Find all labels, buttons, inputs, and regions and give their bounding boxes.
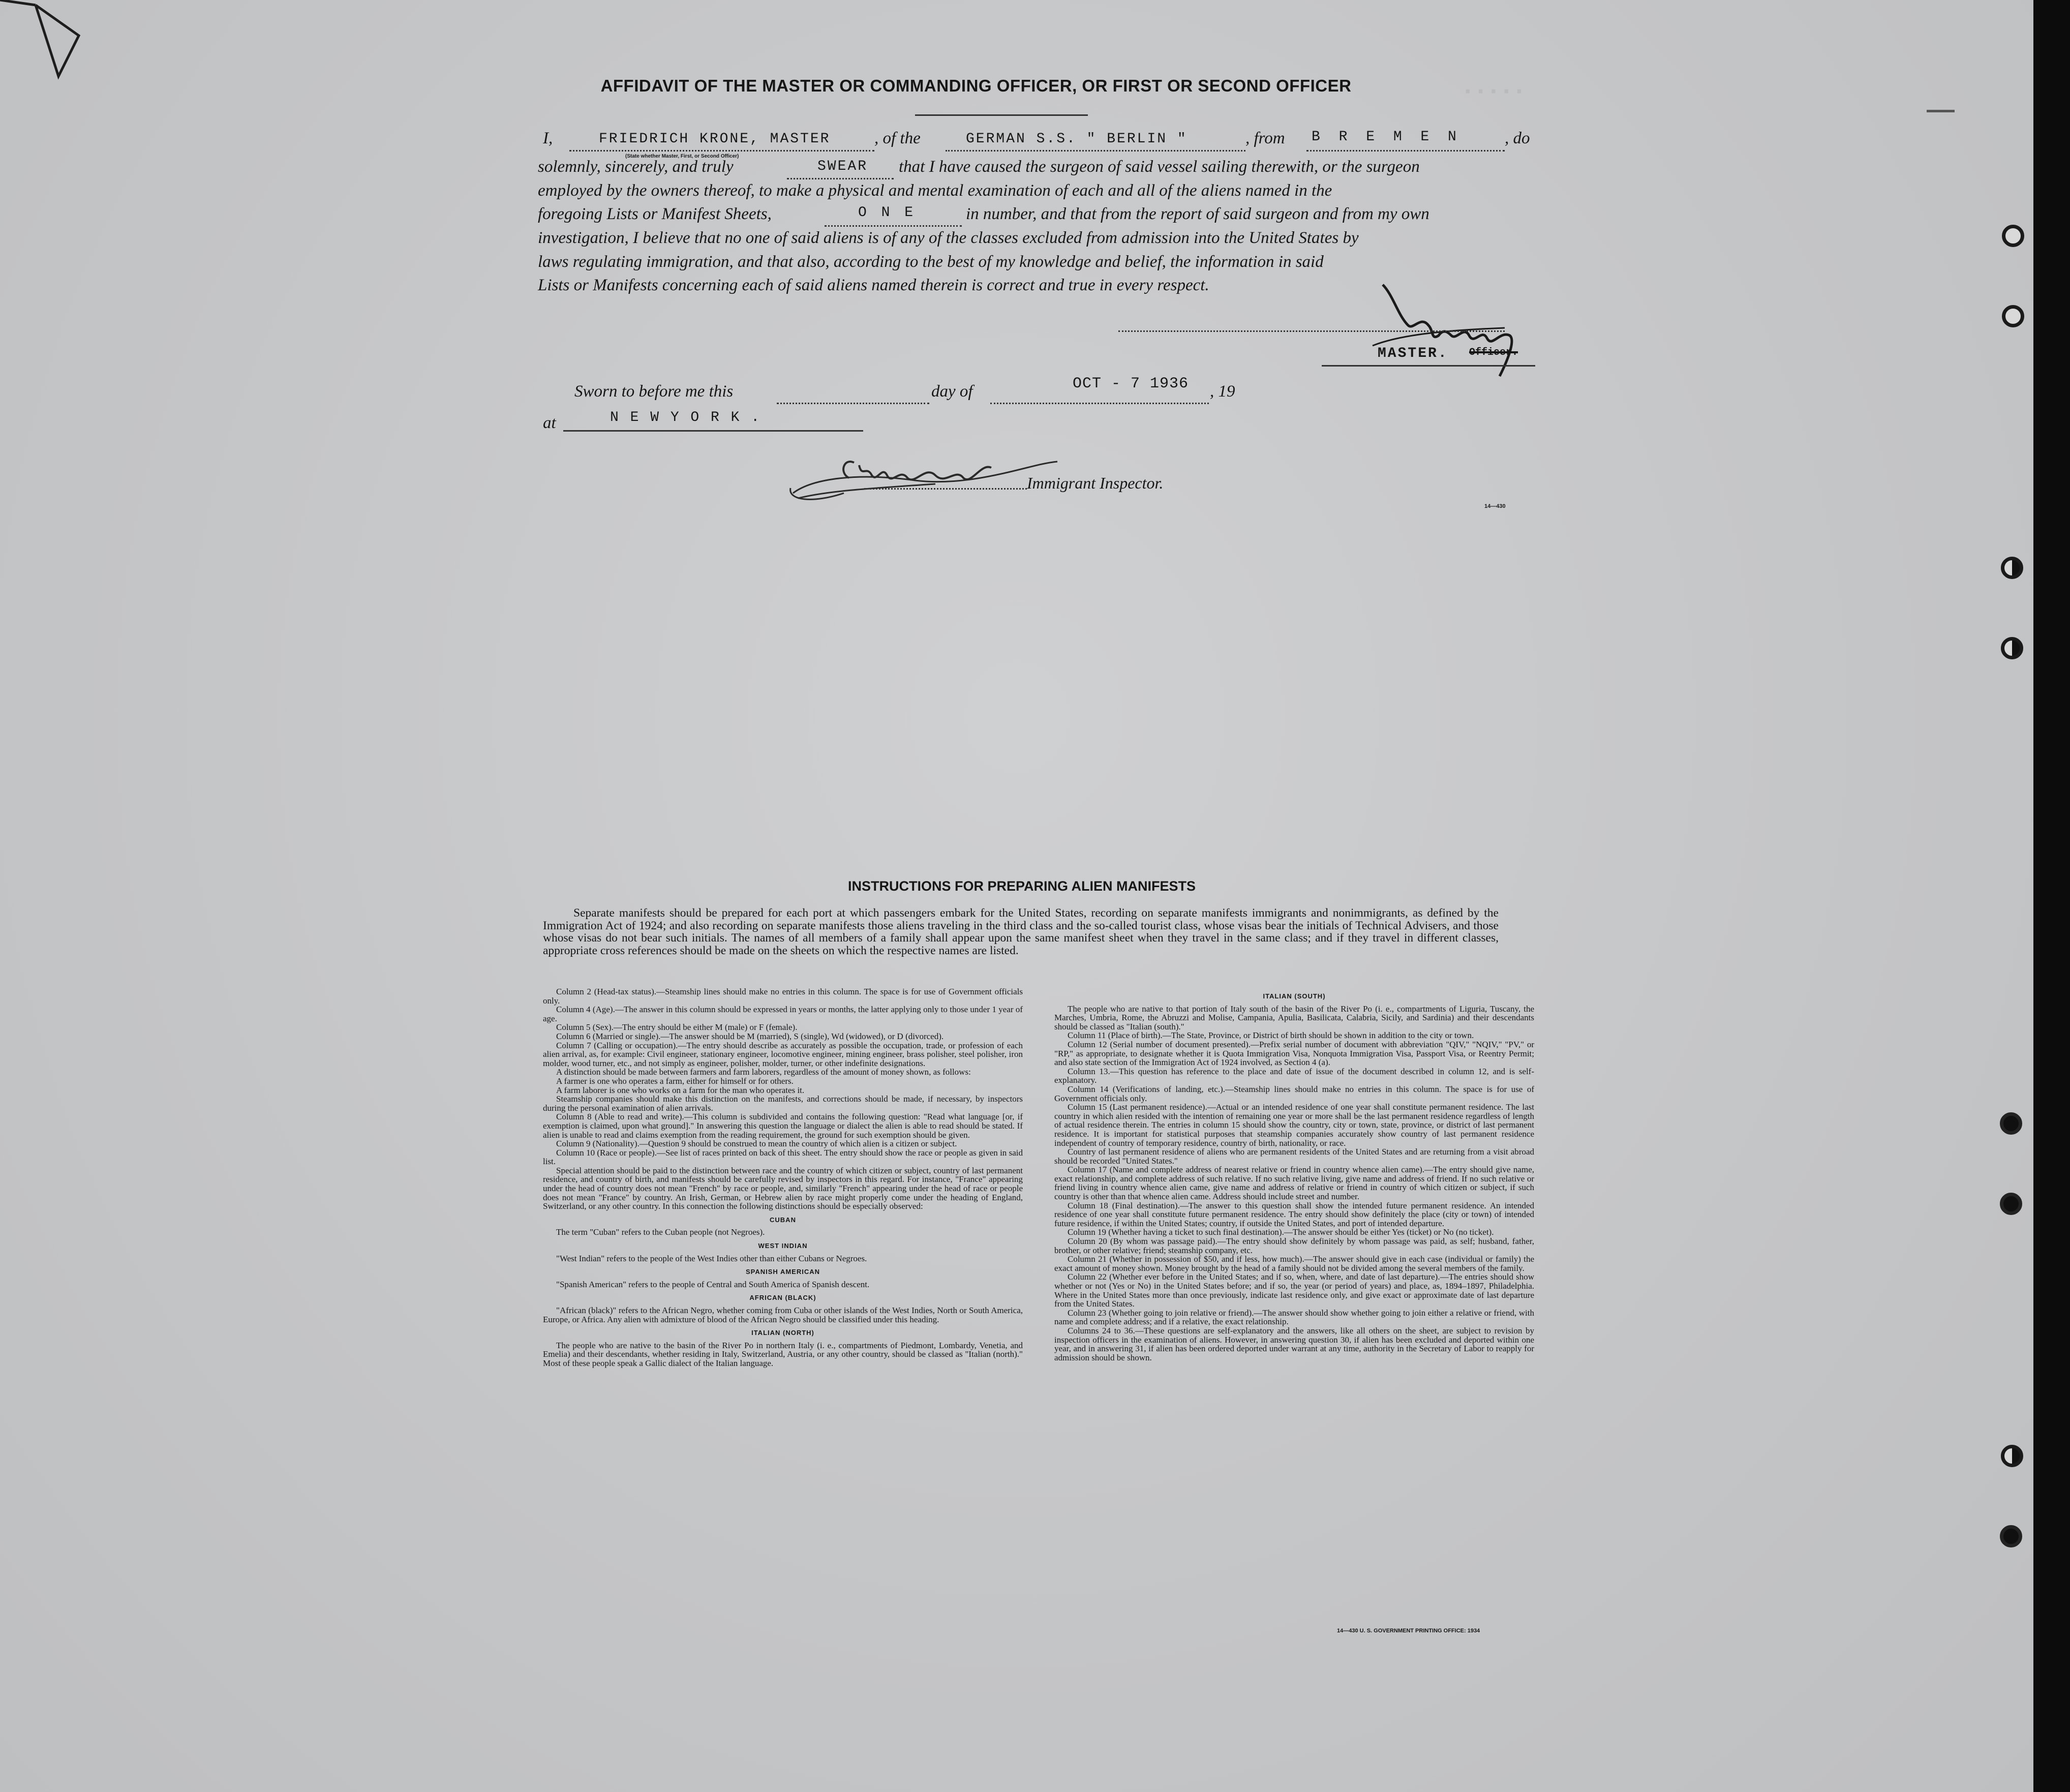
left-paragraph: Column 10 (Race or people).—See list of races printed on back of this sheet. The entry should show the race or people as given in said list.	[543, 1147, 1023, 1167]
affidavit-line-6: laws regulating immigration, and that also, according to the best of my knowledge and belief, the information in said	[538, 253, 1324, 271]
italian-north-heading: ITALIAN (NORTH)	[751, 1329, 814, 1337]
foregoing-text: foregoing Lists or Manifest Sheets,	[538, 205, 772, 223]
right-paragraph: Column 19 (Whether having a ticket to such final destination).—The answer should be either Yes (ticket) or No (no ticket).	[1068, 1227, 1494, 1237]
affidavit-line-5: investigation, I believe that no one of said aliens is of any of the classes excluded from admission into the United States by	[538, 229, 1359, 247]
folded-corner	[0, 0, 102, 102]
bleed-through-text: ·····	[1464, 77, 1529, 106]
left-paragraph: Column 5 (Sex).—The entry should be either M (male) or F (female).	[556, 1022, 798, 1032]
rank-master: MASTER.	[1378, 346, 1448, 361]
cuban-text: The term "Cuban" refers to the Cuban people (not Negroes).	[556, 1227, 765, 1237]
left-paragraph: Column 2 (Head-tax status).—Steamship lines should make no entries in this column. The space is for use of Government officials only.	[543, 987, 1023, 1006]
right-paragraph: Column 12 (Serial number of document presented).—Prefix serial number of document with abbreviation "QIV," "NQIV," "PV," or "RP," as appropriate, to designate whether it is Quota Immigration Visa, Nonquota Immigration Visa, Passport Visa, or Reentry Permit; and also state section of the Immigration Act of 1924 involved, as Section 4 (a).	[1054, 1039, 1534, 1068]
left-paragraph: Column 4 (Age).—The answer in this column should be expressed in years or months, the latter applying only to those under 1 year of age.	[543, 1005, 1023, 1023]
right-paragraph: Columns 24 to 36.—These questions are self-explanatory and the answers, like all others on the sheet, are subject to revision by inspection officers in the examination of aliens. However, in answering question 30, if alien has been excluded and deported within one year, and in answering 31, if alien has been ordered deported under warrant at any time, authority in the Secretary of Labor to reapply for admission should be shown.	[1054, 1325, 1534, 1362]
binder-hole	[2002, 225, 2024, 247]
binder-hole	[2001, 1445, 2023, 1467]
italian-south-text: The people who are native to that portion of Italy south of the basin of the River Po (i. e., compartments of Liguria, Tuscany, the Marches, Umbria, Rome, the Abruzzi and Molise, Campania, Apulia, Basilicata, Calabria, Sicily, and Sardinia) and their descendants should be classed as "Italian (south)."	[1054, 1004, 1534, 1031]
affidavit-line-7: Lists or Manifests concerning each of said aliens named therein is correct and true in every respect.	[538, 276, 1209, 294]
right-paragraph: Column 23 (Whether going to join relative or friend).—The answer should show whether going to join either a relative or friend, with name and complete address; and if a relative, the exact relationship.	[1054, 1308, 1534, 1327]
left-paragraph: Column 9 (Nationality).—Question 9 should be construed to mean the country of which alien is a citizen or subject.	[556, 1139, 957, 1149]
oath-word: SWEAR	[817, 159, 868, 174]
african-text: "African (black)" refers to the African Negro, whether coming from Cuba or other islands of the West Indies, North or South America, Europe, or Africa. Any alien with admixture of blood of the African Negro should be classified under this heading.	[543, 1305, 1023, 1324]
port-blank	[1306, 150, 1505, 151]
officer-name: FRIEDRICH KRONE, MASTER	[599, 131, 831, 147]
place-blank	[563, 430, 863, 432]
spanish-american-text: "Spanish American" refers to the people of Central and South America of Spanish descent.	[556, 1279, 870, 1289]
affidavit-i: I,	[543, 129, 553, 147]
inspector-signature	[783, 437, 1068, 513]
instructions-left-column	[543, 987, 1023, 1368]
do-label: , do	[1505, 129, 1530, 147]
italian-south-heading: ITALIAN (SOUTH)	[1263, 992, 1326, 1000]
italian-north-text: The people who are native to the basin of the River Po in northern Italy (i. e., compartments of Piedmont, Lombardy, Venetia, and Emelia) and their descendants, whether residing in Italy, Switzerland, Austria, or any other country, should be classed as "Italian (north)." Most of these people speak a Gallic dialect of the Italian language.	[543, 1340, 1023, 1368]
spanish-american-heading: SPANISH AMERICAN	[745, 1268, 820, 1276]
officer-blank	[569, 150, 874, 151]
report-text: in number, and that from the report of said surgeon and from my own	[966, 205, 1429, 223]
solemnly-text: solemnly, sincerely, and truly	[538, 158, 734, 176]
instructions-title: INSTRUCTIONS FOR PREPARING ALIEN MANIFESTS	[847, 878, 1196, 894]
left-paragraph: Column 6 (Married or single).—The answer should be M (married), S (single), Wd (widowed), or D (divorced).	[556, 1031, 944, 1041]
count-blank	[825, 225, 962, 227]
departure-port: B R E M E N	[1312, 129, 1462, 145]
right-paragraph: Column 11 (Place of birth).—The State, Province, or District of birth should be shown in addition to the city or town.	[1068, 1030, 1474, 1041]
left-paragraph: A farmer is one who operates a farm, either for himself or for others.	[556, 1076, 794, 1086]
left-paragraph: Steamship companies should make this distinction on the manifests, and corrections should be made, if necessary, by inspectors during the personal examination of alien arrivals.	[543, 1094, 1023, 1113]
right-paragraphs	[1054, 1031, 1534, 1362]
inspector-label: Immigrant Inspector.	[1027, 474, 1164, 492]
edge-mark	[1927, 110, 1955, 112]
right-paragraph: Column 22 (Whether ever before in the United States; and if so, when, where, and date of last departure).—The entries should show whether or not (Yes or No) in the United States before; and if so, the year (or period of years) and place, as, 1894–1897, Philadelphia. Where in the United States more than once previously, indicate last residence only, and give exact or approximate date of last departure from the United States.	[1054, 1272, 1534, 1309]
surgeon-text: that I have caused the surgeon of said vessel sailing therewith, or the surgeon	[899, 158, 1420, 176]
right-paragraph: Column 21 (Whether in possession of $50, and if less, how much).—The answer should give in each case (individual or family) the exact amount of money shown. Money brought by the head of a family should not be divided among the several members of the family.	[1054, 1254, 1534, 1273]
rank-underline	[1322, 365, 1535, 367]
affidavit-line-3: employed by the owners thereof, to make a physical and mental examination of each and all of the aliens named in the	[538, 181, 1332, 200]
right-paragraph: Country of last permanent residence of aliens who are permanent residents of the United States and are returning from a visit abroad should be recorded "United States."	[1054, 1147, 1534, 1166]
rank-struck: Officer.	[1469, 347, 1518, 358]
sworn-date: OCT - 7 1936	[1073, 375, 1189, 392]
left-paragraph: Special attention should be paid to the distinction between race and the country of which citizen or subject, country of last permanent residence, and country of birth, and manifests should be carefully revised by inspectors in this regard. For instance, "France" appearing under the head of country does not mean "French" by race or people, and, similarly "French" appearing under the head of race or people does not mean "France" by country. An Irish, German, or Hebrew alien by race might properly come under the heading of England, Switzerland, or any other country. In this connection the following distinctions should be especially observed:	[543, 1165, 1023, 1211]
right-paragraph: Column 13.—This question has reference to the place and date of issue of the document described in column 12, and is self-explanatory.	[1054, 1066, 1534, 1085]
left-paragraph: Column 8 (Able to read and write).—This column is subdivided and contains the following question: "Read what language [or, if exemption is claimed, upon what ground]." In answering this question the language or dialect the alien is able to read should be stated. If alien is unable to read and claims exemption from the reading requirement, the ground for such exemption should be given.	[543, 1112, 1023, 1140]
binder-hole	[2001, 557, 2023, 579]
affidavit-title: AFFIDAVIT OF THE MASTER OR COMMANDING OFFICER, OR FIRST OR SECOND OFFICER	[600, 76, 1352, 95]
year-label: , 19	[1210, 382, 1235, 401]
right-paragraph: Column 18 (Final destination).—The answer to this question shall show the intended future permanent residence. An intended residence of one year shall constitute future permanent residence. The entry should show definitely the place (city or town) of intended future residence, if within the United States; country, if outside the United States, and port of intended departure.	[1054, 1200, 1534, 1228]
binder-hole	[2001, 637, 2023, 659]
african-heading: AFRICAN (BLACK)	[749, 1294, 816, 1302]
binder-hole	[2000, 1112, 2022, 1135]
vessel-name: GERMAN S.S. " BERLIN "	[966, 131, 1188, 147]
binder-hole	[2000, 1193, 2022, 1215]
sworn-place: N E W Y O R K .	[610, 410, 762, 426]
right-paragraph: Column 20 (By whom was passage paid).—The entry should show definitely by whom passage was paid, as self; husband, father, brother, or other relative; friend; steamship company, etc.	[1054, 1236, 1534, 1255]
right-paragraph: Column 17 (Name and complete address of nearest relative or friend in country whence alien came).—The entry should give name, exact relationship, and complete address of such relative. If no such relative living, give name and address of friend. If no such relative or friend living in country whence alien came, give name and address of relative or friend in country of which citizen or subject, if such country is other than that whence alien came. Address should include street and number.	[1054, 1165, 1534, 1202]
vessel-blank	[946, 150, 1245, 151]
instructions-intro: Separate manifests should be prepared for each port at which passengers embark for the United States, recording on separate manifests immigrants and nonimmigrants, as defined by the Immigration Act of 1924; and also recording on separate manifests those aliens traveling in the third class and the so-called tourist class, whose visas bear the initials of Technical Advisers, and those whose visas do not bear such initials. The names of all members of a family shall appear upon the same manifest sheet when they travel in the same class; and if they travel in different classes, appropriate cross references should be made on the sheets on which the respective names are listed.	[543, 906, 1499, 957]
at-label: at	[543, 414, 556, 432]
right-paragraph: Column 14 (Verifications of landing, etc.).—Steamship lines should make no entries in this column. The space is for use of Government officials only.	[1054, 1084, 1534, 1103]
inspector-signature-line	[864, 488, 1027, 490]
binder-hole	[2002, 305, 2024, 327]
west-indian-heading: WEST INDIAN	[758, 1242, 808, 1250]
instructions-right-column	[1054, 987, 1534, 1362]
printing-office-footer: 14—430 U. S. GOVERNMENT PRINTING OFFICE: 1934	[1337, 1628, 1480, 1634]
of-the-label: , of the	[874, 129, 921, 147]
left-paragraph: Column 7 (Calling or occupation).—The entry should describe as accurately as possible the occupation, trade, or profession of each alien arrival, as, for example: Civil engineer, stationary engineer, locomotive engineer, mining engineer, brass polisher, steel polisher, iron molder, wood turner, etc., and not simply as engineer, polisher, molder, turner, or other indefinite designations.	[543, 1040, 1023, 1068]
left-paragraphs	[543, 987, 1023, 1211]
left-paragraph: A distinction should be made between farmers and farm laborers, regardless of the amount of money shown, as follows:	[556, 1067, 971, 1077]
form-number: 14—430	[1484, 503, 1506, 509]
from-label: , from	[1245, 129, 1285, 147]
officer-hint: (State whether Master, First, or Second Officer)	[625, 154, 739, 159]
master-signature-line	[1118, 330, 1505, 332]
sworn-text: Sworn to before me this	[574, 382, 734, 401]
sworn-day-blank	[777, 403, 929, 404]
oath-blank	[787, 178, 894, 179]
binder-hole	[2000, 1525, 2022, 1547]
sworn-date-blank	[990, 403, 1209, 404]
title-rule	[915, 114, 1088, 116]
right-paragraph: Column 15 (Last permanent residence).—Actual or an intended residence of one year shall constitute permanent residence. The last country in which alien resided with the intention of remaining one year or more shall be the last permanent residence regardless of length of actual residence therein. The entries in column 15 should show the country, city or town, state, province, or district of last permanent residence. It is important for statistical purposes that steamship companies accurately show country of last permanent residence independent of country of temporary residence, country of birth, nationality, or race.	[1054, 1102, 1534, 1148]
sheet-count: O N E	[858, 205, 917, 221]
cuban-heading: CUBAN	[770, 1216, 796, 1224]
left-paragraph: A farm laborer is one who works on a farm for the man who operates it.	[556, 1085, 805, 1095]
day-of-label: day of	[931, 382, 973, 401]
west-indian-text: "West Indian" refers to the people of the West Indies other than either Cubans or Negroes.	[556, 1253, 867, 1263]
